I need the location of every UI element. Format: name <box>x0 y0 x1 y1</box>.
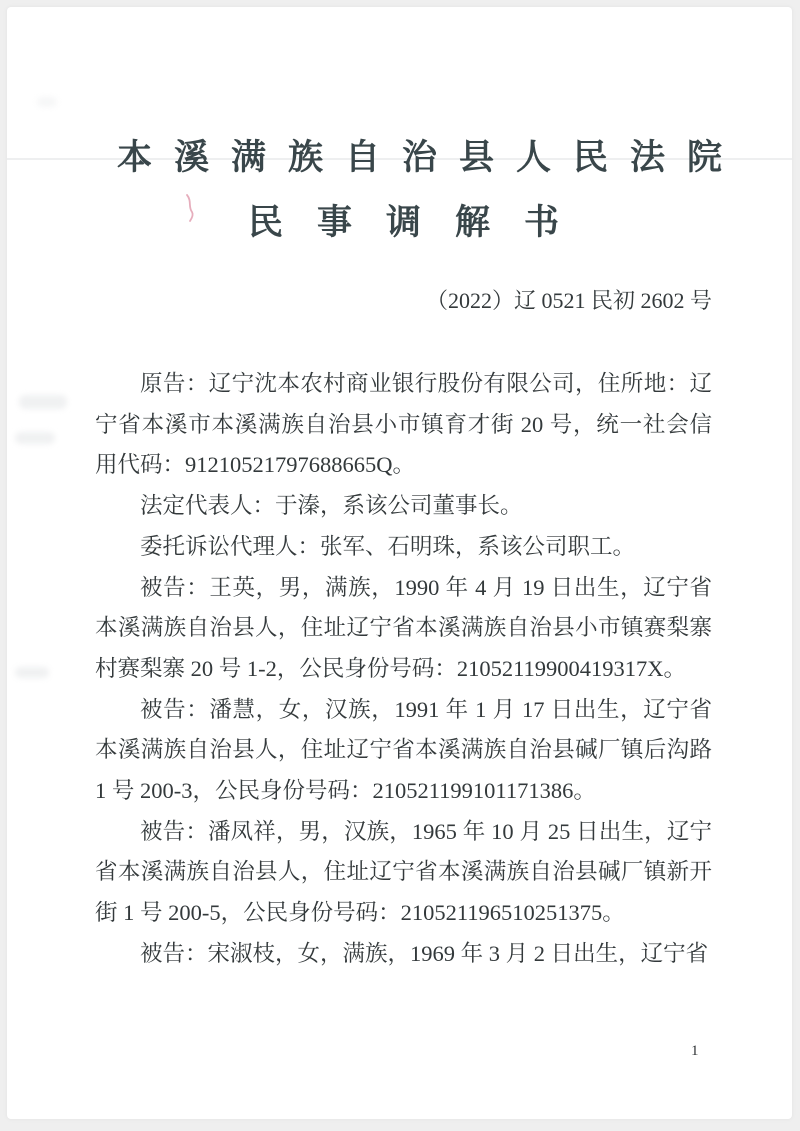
document-page <box>7 7 792 1119</box>
paragraph-defendant-pan-hui: 被告：潘慧，女，汉族，1991 年 1 月 17 日出生，辽宁省本溪满族自治县人，住址辽宁省本溪满族自治县碱厂镇后沟路 1 号 200-3，公民身份号码：210521199101171386。 <box>95 696 712 804</box>
paragraph-plaintiff: 原告：辽宁沈本农村商业银行股份有限公司，住所地：辽宁省本溪市本溪满族自治县小市镇育才街 20 号，统一社会信用代码：91210521797688665Q。 <box>95 371 712 478</box>
paragraph-defendant-song-shuzhi: 被告：宋淑枝，女，满族，1969 年 3 月 2 日出生，辽宁省 <box>140 940 709 966</box>
document-body <box>95 364 712 975</box>
paragraph-litigation-agents: 委托诉讼代理人：张军、石明珠，系该公司职工。 <box>140 533 636 559</box>
paragraph-defendant-pan-fengxiang: 被告：潘凤祥，男，汉族，1965 年 10 月 25 日出生，辽宁省本溪满族自治县人，住址辽宁省本溪满族自治县碱厂镇新开街 1 号 200-5，公民身份号码：210521196510251375。 <box>95 818 712 926</box>
scan-smudge <box>37 97 57 107</box>
paragraph-defendant-wang-ying: 被告：王英，男，满族，1990 年 4 月 19 日出生，辽宁省本溪满族自治县人，住址辽宁省本溪满族自治县小市镇赛梨寨村赛梨寨 20 号 1-2，公民身份号码：21052119900419317X。 <box>95 574 712 681</box>
scan-smudge <box>19 395 67 409</box>
scan-smudge <box>15 432 55 444</box>
paragraph-legal-representative: 法定代表人：于溱，系该公司董事长。 <box>140 493 523 519</box>
scan-smudge <box>15 667 49 678</box>
case-number: （2022）辽 0521 民初 2602 号 <box>425 288 712 313</box>
court-name: 本溪满族自治县人民法院 <box>117 138 745 177</box>
document-type-title: 民事调解书 <box>247 203 593 242</box>
page-number: 1 <box>691 1043 699 1059</box>
